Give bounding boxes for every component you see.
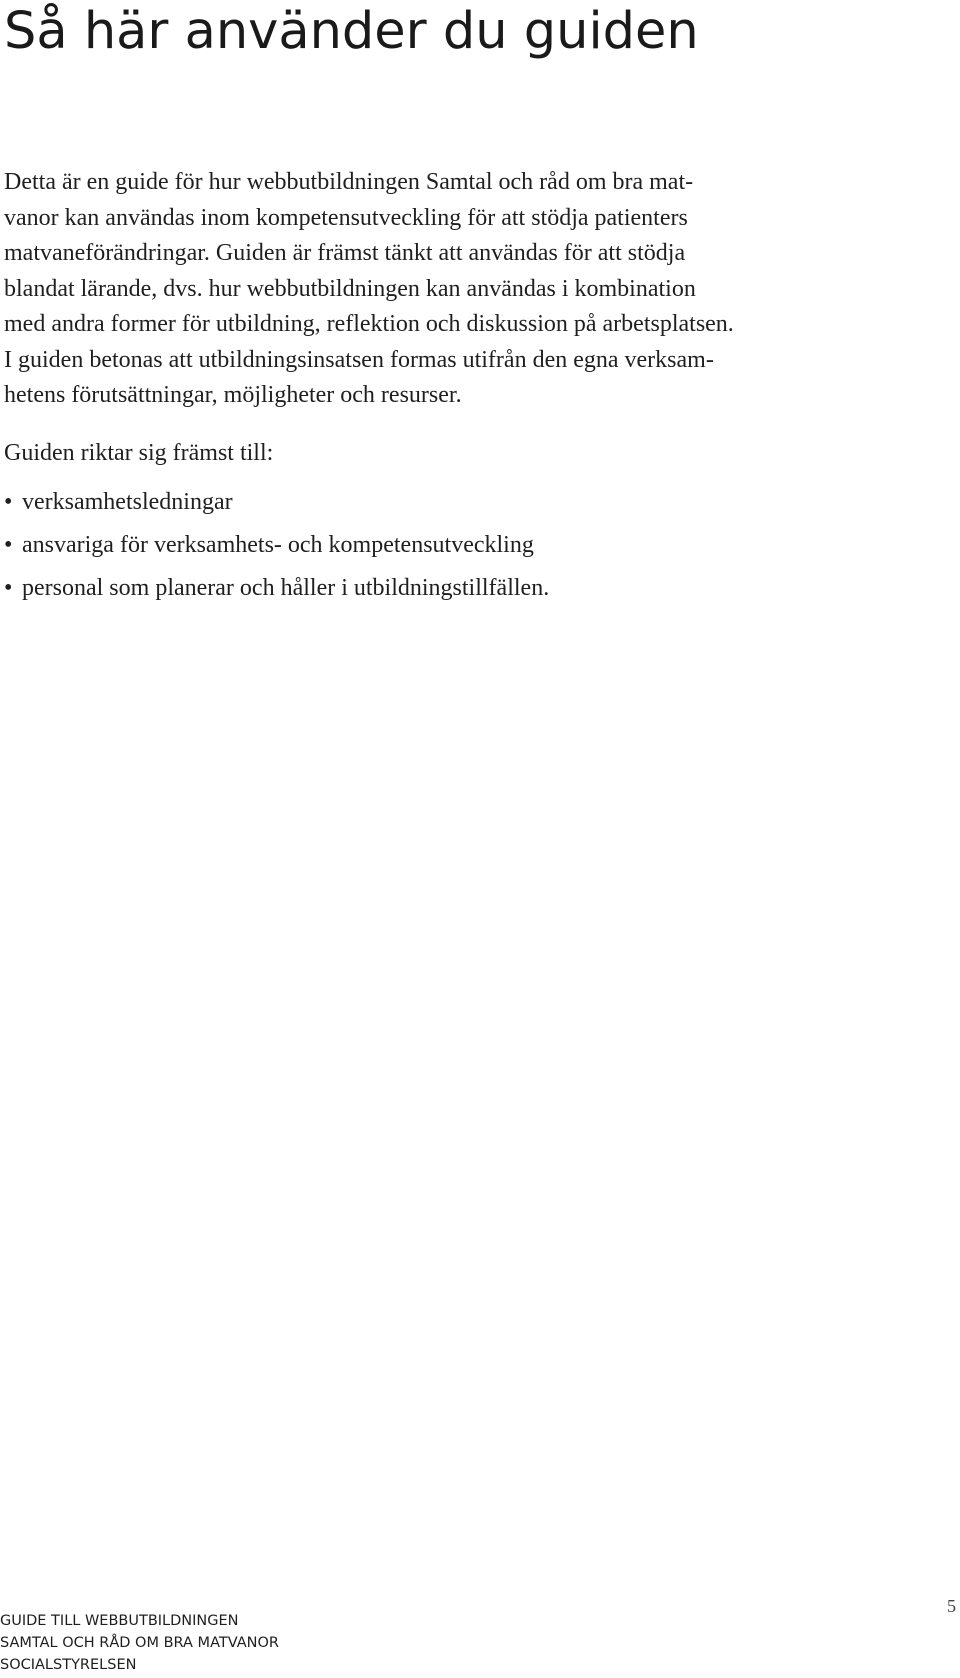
intro-line: matvaneförändringar. Guiden är främst tänkt att användas för att stödja [4, 240, 686, 266]
list-item-text: verksamhetsledningar [22, 489, 233, 515]
intro-paragraph [4, 165, 874, 414]
bullet-icon: • [4, 575, 13, 601]
intro-line: med andra former för utbildning, reflektion och diskussion på arbetsplatsen. [4, 311, 734, 337]
target-audience-lead: Guiden riktar sig främst till: [4, 440, 274, 466]
target-audience-list [4, 485, 549, 614]
bullet-icon: • [4, 489, 13, 515]
footer-line: SAMTAL OCH RÅD OM BRA MATVANOR [0, 1635, 279, 1651]
intro-line: Detta är en guide för hur webbutbildningen Samtal och råd om bra mat- [4, 169, 694, 195]
page-number: 5 [947, 1596, 956, 1616]
list-item [4, 571, 549, 614]
list-item [4, 528, 549, 571]
list-item [4, 485, 549, 528]
bullet-icon: • [4, 532, 13, 558]
list-item-text: personal som planerar och håller i utbildningstillfällen. [22, 575, 550, 601]
page-title: Så här använder du guiden [4, 2, 699, 61]
intro-line: blandat lärande, dvs. hur webbutbildningen kan användas i kombination [4, 275, 696, 302]
footer-line: GUIDE TILL WEBBUTBILDNINGEN [0, 1613, 239, 1629]
intro-line: vanor kan användas inom kompetensutveckling för att stödja patienters [4, 204, 688, 231]
page-footer [0, 1610, 279, 1676]
footer-line: SOCIALSTYRELSEN [0, 1657, 137, 1673]
list-item-text: ansvariga för verksamhets- och kompetensutveckling [22, 532, 534, 558]
intro-line: hetens förutsättningar, möjligheter och resurser. [4, 382, 462, 408]
intro-line: I guiden betonas att utbildningsinsatsen formas utifrån den egna verksam- [4, 346, 714, 373]
